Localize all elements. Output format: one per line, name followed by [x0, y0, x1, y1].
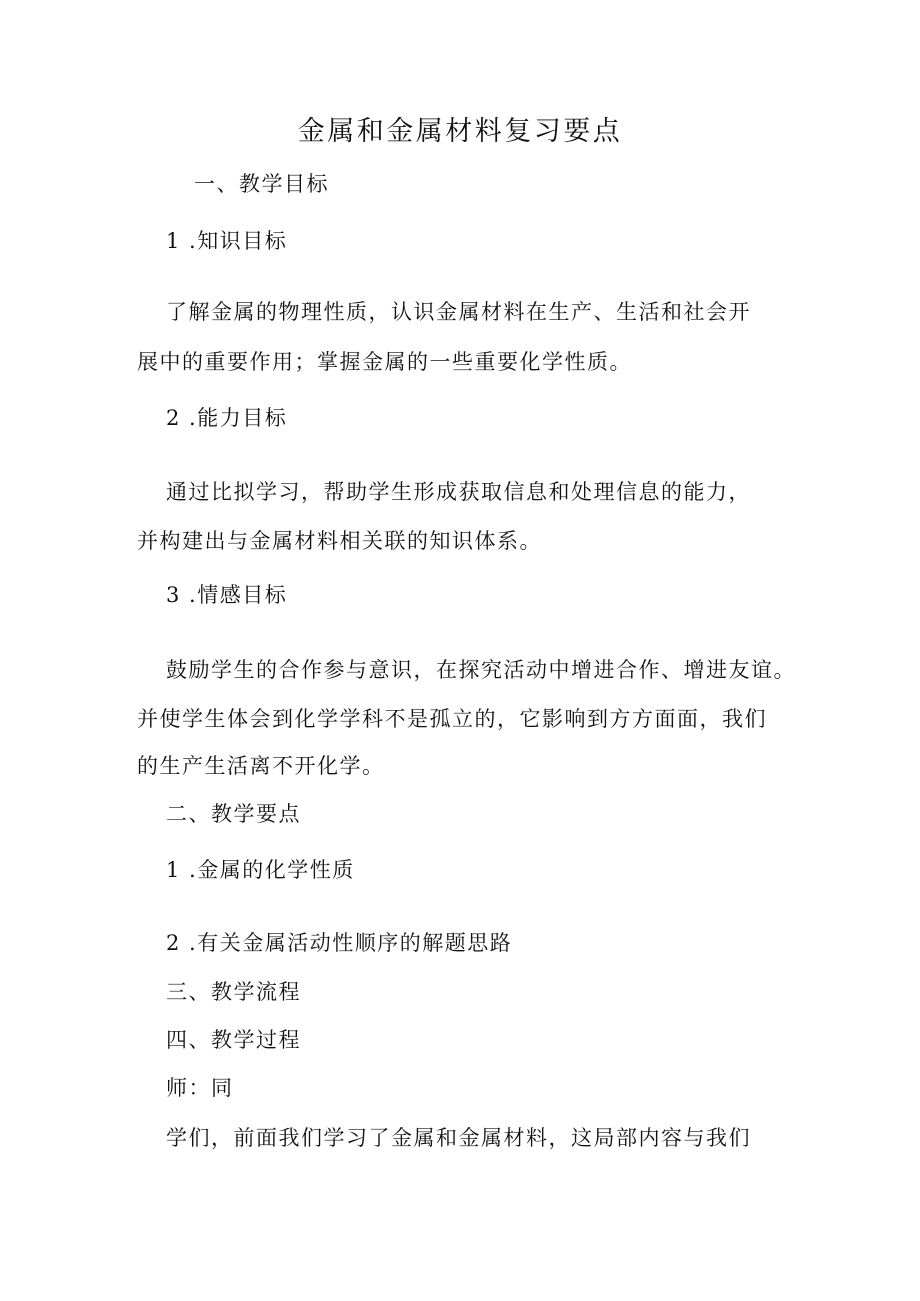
paragraph-line: 鼓励学生的合作参与意识，在探究活动中增进合作、增进友谊。 [166, 658, 796, 682]
paragraph-line: 展中的重要作用；掌握金属的一些重要化学性质。 [137, 350, 632, 374]
section-heading-key-points: 二、教学要点 [166, 802, 301, 826]
page-title: 金属和金属材料复习要点 [297, 116, 623, 147]
section-heading-flow: 三、教学流程 [166, 980, 301, 1004]
paragraph-line: 并使学生体会到化学学科不是孤立的，它影响到方方面面，我们 [137, 707, 767, 731]
subheading-emotion: 3 .情感目标 [166, 583, 288, 607]
list-item: 2 .有关金属活动性顺序的解题思路 [166, 931, 513, 955]
subheading-ability: 2 .能力目标 [166, 406, 288, 430]
speaker-label: 师：同 [166, 1076, 234, 1100]
paragraph-line: 的生产生活离不开化学。 [137, 754, 385, 778]
subheading-knowledge: 1 .知识目标 [166, 229, 288, 253]
section-heading-objectives: 一、教学目标 [194, 172, 329, 196]
list-item: 1 .金属的化学性质 [166, 858, 355, 882]
paragraph-line: 并构建出与金属材料相关联的知识体系。 [137, 529, 542, 553]
paragraph-line: 通过比拟学习，帮助学生形成获取信息和处理信息的能力， [166, 480, 751, 504]
section-heading-process: 四、教学过程 [166, 1028, 301, 1052]
paragraph-line: 学们，前面我们学习了金属和金属材料，这局部内容与我们 [166, 1126, 751, 1150]
paragraph-line: 了解金属的物理性质，认识金属材料在生产、生活和社会开 [166, 300, 751, 324]
